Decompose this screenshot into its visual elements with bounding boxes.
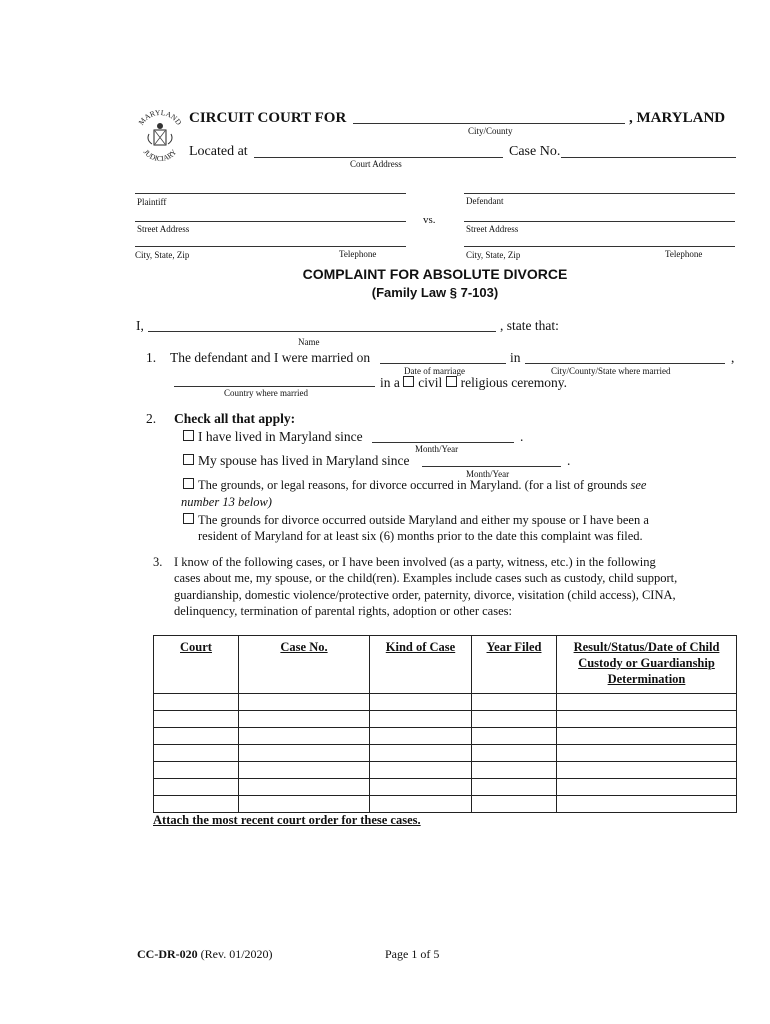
intro-suffix: , state that:	[500, 318, 559, 333]
item1-in: in	[510, 350, 521, 365]
plaintiff-street-field[interactable]	[135, 221, 406, 222]
located-at-label: Located at	[189, 144, 248, 159]
plaintiff-city-field[interactable]	[135, 246, 406, 247]
col-case-no: Case No.	[239, 636, 370, 694]
court-city-county-field[interactable]	[353, 123, 625, 124]
table-row	[154, 779, 737, 796]
item3-line-3: guardianship, domestic violence/protective order, paternity, divorce, visitation (child access), CINA,	[174, 588, 676, 602]
name-field[interactable]	[148, 331, 496, 332]
civil-label: civil	[418, 375, 443, 390]
plaintiff-field[interactable]	[135, 193, 406, 194]
marriage-place-caption: City/County/State where married	[551, 366, 671, 376]
versus-label: vs.	[423, 214, 436, 226]
item1-in-a: in a	[380, 375, 400, 390]
form-revision: (Rev. 01/2020)	[200, 947, 273, 961]
grounds-in-maryland-checkbox[interactable]	[183, 478, 194, 489]
seal-top-text: MARYLAND	[136, 107, 184, 127]
marriage-date-field[interactable]	[380, 363, 506, 364]
case-no-field[interactable]	[561, 157, 736, 158]
religious-label: religious ceremony.	[460, 375, 567, 390]
opt4-label: The grounds for divorce occurred outside Maryland and either my spouse or I have been a	[198, 513, 649, 527]
item1-number: 1.	[146, 350, 157, 365]
court-label: CIRCUIT COURT FOR	[189, 110, 347, 126]
opt1-label: I have lived in Maryland since	[198, 429, 363, 444]
defendant-city-field[interactable]	[464, 246, 735, 247]
opt3-see: see	[630, 478, 647, 492]
attach-note: Attach the most recent court order for these cases.	[153, 813, 421, 827]
table-row	[154, 796, 737, 813]
plaintiff-city-caption: City, State, Zip	[135, 250, 190, 260]
opt2-label: My spouse has lived in Maryland since	[198, 453, 410, 468]
court-address-field[interactable]	[254, 157, 503, 158]
col-result-status: Result/Status/Date of Child Custody or Guardianship Determination	[557, 636, 737, 694]
plaintiff-street-caption: Street Address	[137, 224, 190, 234]
religious-checkbox[interactable]	[446, 376, 457, 387]
cases-table	[153, 635, 737, 813]
defendant-caption: Defendant	[466, 196, 504, 206]
table-row	[154, 728, 737, 745]
defendant-city-caption: City, State, Zip	[466, 250, 521, 260]
opt1-caption: Month/Year	[415, 444, 459, 454]
state-label: , MARYLAND	[629, 110, 726, 126]
marriage-country-field[interactable]	[174, 386, 375, 387]
item3-line-4: delinquency, termination of parental rights, adoption or other cases:	[174, 604, 512, 618]
marriage-date-caption: Date of marriage	[404, 366, 465, 376]
item2-number: 2.	[146, 411, 157, 426]
opt2-caption: Month/Year	[466, 469, 510, 479]
opt4-continuation: resident of Maryland for at least six (6) months prior to the date this complaint was filed.	[198, 529, 643, 543]
document-title: COMPLAINT FOR ABSOLUTE DIVORCE	[302, 266, 568, 282]
item3-line-2: cases about me, my spouse, or the child(ren). Examples include cases such as custody, child support,	[174, 571, 678, 585]
item3-number: 3.	[153, 555, 163, 569]
table-row	[154, 694, 737, 711]
item1-comma: ,	[731, 350, 735, 365]
col-kind-of-case: Kind of Case	[370, 636, 472, 694]
marriage-country-caption: Country where married	[224, 388, 308, 398]
lived-since-field[interactable]	[372, 442, 514, 443]
marriage-place-field[interactable]	[525, 363, 725, 364]
opt1-end: .	[520, 429, 524, 444]
name-caption: Name	[298, 337, 320, 347]
cases-table-header	[154, 636, 737, 694]
opt2-end: .	[567, 453, 571, 468]
col-court: Court	[154, 636, 239, 694]
table-row	[154, 711, 737, 728]
defendant-street-caption: Street Address	[466, 224, 519, 234]
maryland-judiciary-seal	[134, 107, 186, 167]
table-row	[154, 745, 737, 762]
page-number: Page 1 of 5	[385, 947, 440, 961]
document-subtitle: (Family Law § 7-103)	[371, 285, 499, 300]
spouse-lived-since-field[interactable]	[422, 466, 561, 467]
spouse-lived-in-maryland-checkbox[interactable]	[183, 454, 194, 465]
defendant-field[interactable]	[464, 193, 735, 194]
seal-bottom-text: JUDICIARY	[141, 147, 179, 164]
lived-in-maryland-checkbox[interactable]	[183, 430, 194, 441]
col-year-filed: Year Filed	[472, 636, 557, 694]
city-county-caption: City/County	[468, 126, 513, 136]
opt3-continuation: number 13 below)	[181, 495, 272, 509]
table-row	[154, 762, 737, 779]
court-address-caption: Court Address	[350, 159, 402, 169]
case-no-label: Case No.	[509, 144, 561, 159]
civil-checkbox[interactable]	[403, 376, 414, 387]
plaintiff-telephone-caption: Telephone	[339, 249, 377, 259]
plaintiff-caption: Plaintiff	[137, 197, 167, 207]
item2-heading: Check all that apply:	[174, 411, 296, 426]
intro-prefix: I,	[136, 318, 144, 333]
item1-text: The defendant and I were married on	[170, 350, 371, 365]
defendant-telephone-caption: Telephone	[665, 249, 703, 259]
svg-text:JUDICIARY	[142, 147, 179, 163]
form-id: CC-DR-020	[137, 947, 198, 961]
item3-line-1: I know of the following cases, or I have been involved (as a party, witness, etc.) in the following	[174, 555, 656, 569]
defendant-street-field[interactable]	[464, 221, 735, 222]
grounds-outside-maryland-checkbox[interactable]	[183, 513, 194, 524]
opt3-label: The grounds, or legal reasons, for divorce occurred in Maryland. (for a list of grounds	[198, 478, 628, 492]
